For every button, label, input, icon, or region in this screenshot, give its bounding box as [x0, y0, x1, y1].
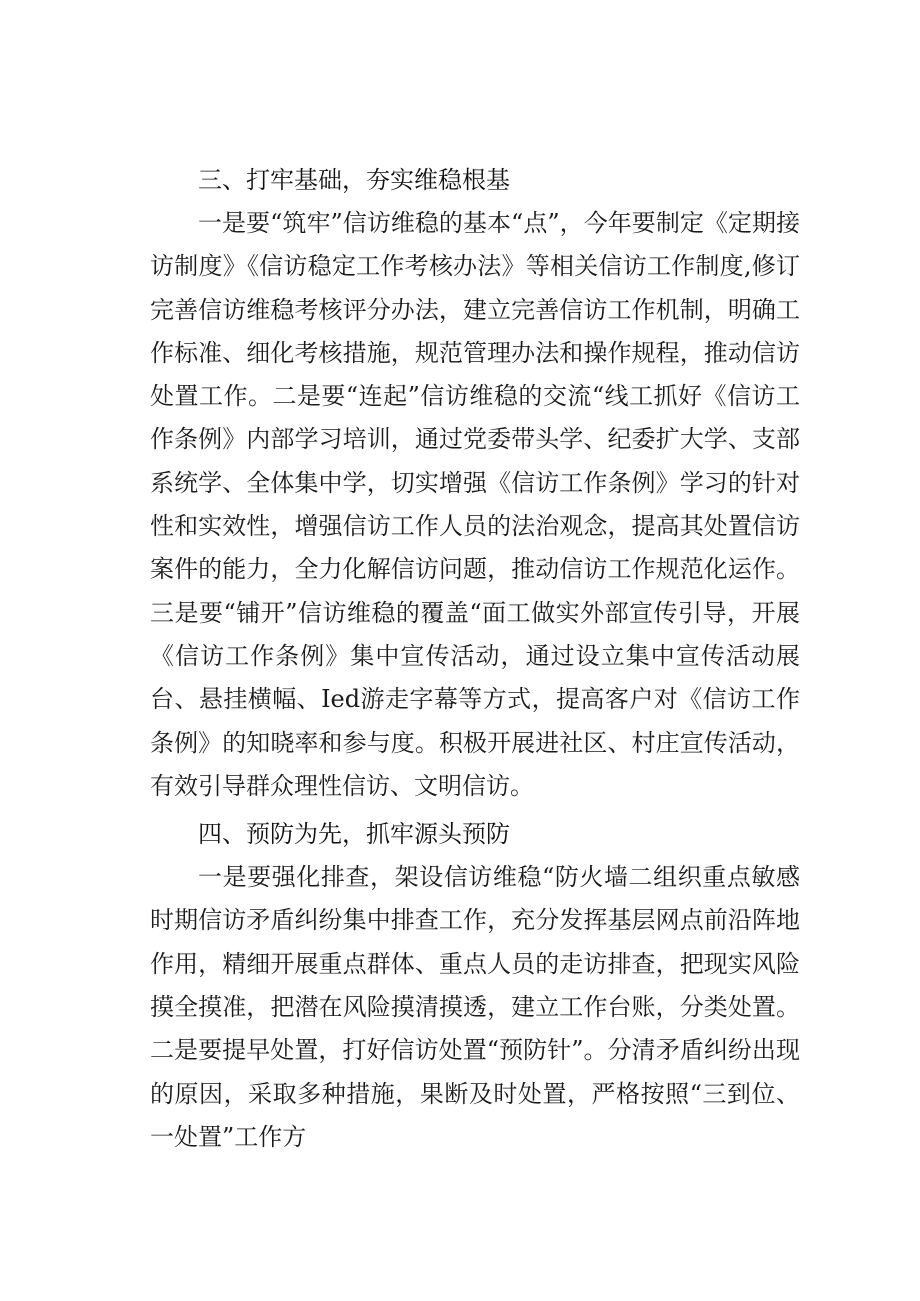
section-heading-3: 三、打牢基础，夯实维稳根基: [198, 166, 510, 194]
section-paragraph-3: 一是要“筑牢”信访维稳的基本“点”，今年要制定《定期接访制度》《信访稳定工作考核办法》等相关信访工作制度,修订完善信访维稳考核评分办法，建立完善信访工作机制，明确工作标准、细化考核措施，规范管理办法和操作规程，推动信访处置工作。二是要“连起”信访维稳的交流“线工抓好《信访工作条例》内部学习培训，通过党委带头学、纪委扩大学、支部系统学、全体集中学，切实增强《信访工作条例》学习的针对性和实效性，增强信访工作人员的法治观念，提高其处置信访案件的能力，全力化解信访问题，推动信访工作规范化运作。三是要“铺开”信访维稳的覆盖“面工做实外部宣传引导，开展《信访工作条例》集中宣传活动，通过设立集中宣传活动展台、悬挂横幅、Ied游走字幕等方式，提高客户对《信访工作条例》的知晓率和参与度。积极开展进社区、村庄宣传活动，有效引导群众理性信访、文明信访。: [150, 209, 800, 800]
section-paragraph-4: 一是要强化排查，架设信访维稳“防火墙二组织重点敏感时期信访矛盾纠纷集中排查工作，充分发挥基层网点前沿阵地作用，精细开展重点群体、重点人员的走访排查，把现实风险摸全摸准，把潜在风险摸清摸透，建立工作台账，分类处置。二是要提早处置，打好信访处置“预防针”。分清矛盾纠纷出现的原因，采取多种措施，果断及时处置，严格按照“三到位、一处置”工作方: [150, 863, 800, 1151]
document-body: [150, 160, 800, 1165]
section-heading-4: 四、预防为先，抓牢源头预防: [198, 820, 510, 849]
